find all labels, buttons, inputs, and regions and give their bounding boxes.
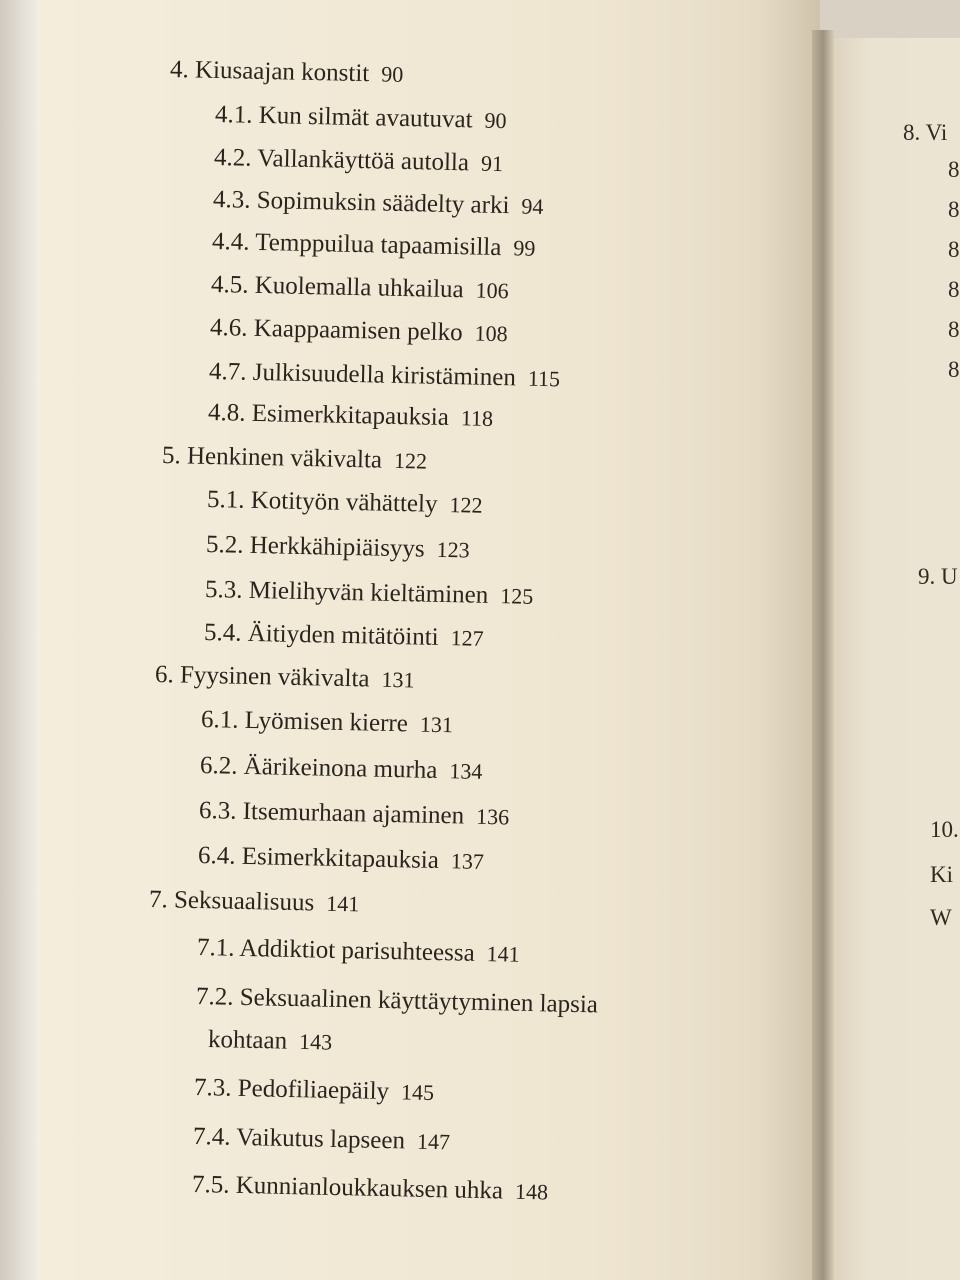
toc-label: 6.1. Lyömisen kierre [200, 706, 409, 738]
toc-label: 5.1. Kotityön vähättely [206, 486, 438, 518]
toc-page-number: 127 [450, 625, 484, 651]
toc-section [207, 485, 483, 521]
toc-section [204, 618, 484, 654]
toc-label: 7.5. Kunnianloukkauksen uhka [191, 1171, 504, 1205]
toc-label: 4.1. Kun silmät avautuvat [214, 101, 473, 134]
toc-label: 6. Fyysinen väkivalta [154, 661, 370, 693]
toc-page-number: 90 [380, 61, 404, 87]
toc-page-number: 125 [499, 583, 534, 609]
toc-section [210, 313, 508, 349]
toc-page-number: 141 [325, 890, 360, 917]
toc-chapter [149, 885, 360, 919]
toc-page-number: 122 [393, 447, 428, 474]
toc-page-number: 131 [381, 666, 415, 693]
toc-page-number: 136 [475, 803, 510, 830]
toc-label: 6.2. Äärikeinona murha [199, 752, 438, 784]
toc-label: 4.8. Esimerkkitapauksia [207, 399, 450, 432]
toc-label: 7.2. Seksuaalinen käyttäytyminen lapsia [195, 983, 599, 1019]
toc-section [211, 270, 509, 306]
toc-page-number: 115 [527, 365, 561, 392]
right-page-fragment: 10. [930, 817, 959, 842]
toc-label: 4.2. Vallankäyttöä autolla [213, 144, 470, 177]
toc-page-number: 123 [436, 536, 470, 563]
toc-page-number: 99 [513, 235, 536, 261]
toc-label: 4.3. Sopimuksin säädelty arki [212, 186, 510, 220]
toc-page-number: 137 [450, 848, 485, 874]
toc-page-number: 131 [419, 711, 454, 738]
toc-label: kohtaan [207, 1026, 288, 1055]
right-page-fragment: 8 [948, 357, 960, 382]
toc-section [194, 1073, 435, 1108]
toc-page-number: 108 [474, 320, 508, 347]
toc-section [215, 100, 507, 136]
toc-chapter [170, 55, 404, 90]
toc-section [208, 398, 494, 434]
toc-page-number: 141 [486, 941, 520, 967]
toc-section [206, 530, 470, 566]
toc-page-number: 122 [449, 492, 483, 518]
right-page-fragment: 8 [948, 197, 960, 222]
toc-page-number: 90 [484, 107, 507, 134]
toc-section [193, 1122, 451, 1157]
page-edge [0, 0, 40, 1280]
book-gutter [812, 30, 834, 1280]
toc-page-number: 106 [475, 277, 509, 304]
right-page-fragment: W [930, 905, 952, 930]
toc-label: 4.4. Temppuilua tapaamisilla [211, 228, 502, 262]
right-page-fragment: 8 [948, 277, 960, 302]
toc-label: 4.5. Kuolemalla uhkailua [210, 271, 464, 304]
toc-section [214, 143, 504, 179]
toc-label: 6.4. Esimerkkitapauksia [197, 842, 440, 875]
toc-page-number: 134 [449, 758, 483, 784]
toc-label: 4.7. Julkisuudella kiristäminen [208, 358, 517, 392]
toc-label: 4. Kiusaajan konstit [169, 56, 370, 88]
toc-page-number: 148 [514, 1178, 549, 1205]
toc-section [200, 751, 483, 787]
toc-label: 4.6. Kaappaamisen pelko [209, 314, 463, 347]
right-page-fragment: 8 [948, 157, 960, 182]
toc-label: 5.4. Äitiyden mitätöinti [203, 619, 439, 651]
toc-page-number: 147 [416, 1128, 451, 1155]
toc-page-number: 91 [480, 150, 504, 177]
toc-label: 5.2. Herkkähipiäisyys [205, 531, 425, 563]
toc-label: 7.4. Vaikutus lapseen [192, 1123, 406, 1155]
toc-label: 7.1. Addiktiot parisuhteessa [196, 934, 475, 967]
right-page-fragment: 9. U [918, 564, 958, 589]
toc-chapter [155, 660, 415, 695]
toc-section [201, 705, 453, 740]
right-page-fragment: 8 [948, 237, 960, 262]
toc-label: 7. Seksuaalisuus [148, 886, 315, 917]
right-page [834, 38, 960, 1280]
toc-page-number: 118 [460, 405, 494, 431]
toc-page-number: 94 [521, 193, 544, 219]
right-page-fragment: 8. Vi [903, 120, 948, 145]
toc-page-number: 145 [400, 1079, 435, 1106]
toc-label: 7.3. Pedofiliaepäily [193, 1074, 390, 1106]
toc-label: 5.3. Mielihyvän kieltäminen [204, 576, 489, 609]
right-page-fragment: Ki [930, 862, 953, 887]
toc-page-number: 143 [298, 1028, 333, 1055]
toc-section [198, 841, 484, 877]
toc-label: 6.3. Itsemurhaan ajaminen [198, 797, 465, 830]
toc-chapter [162, 441, 428, 477]
toc-section-continued [208, 1025, 333, 1058]
toc-label: 5. Henkinen väkivalta [161, 442, 383, 474]
right-page-fragment: 8 [948, 317, 960, 342]
